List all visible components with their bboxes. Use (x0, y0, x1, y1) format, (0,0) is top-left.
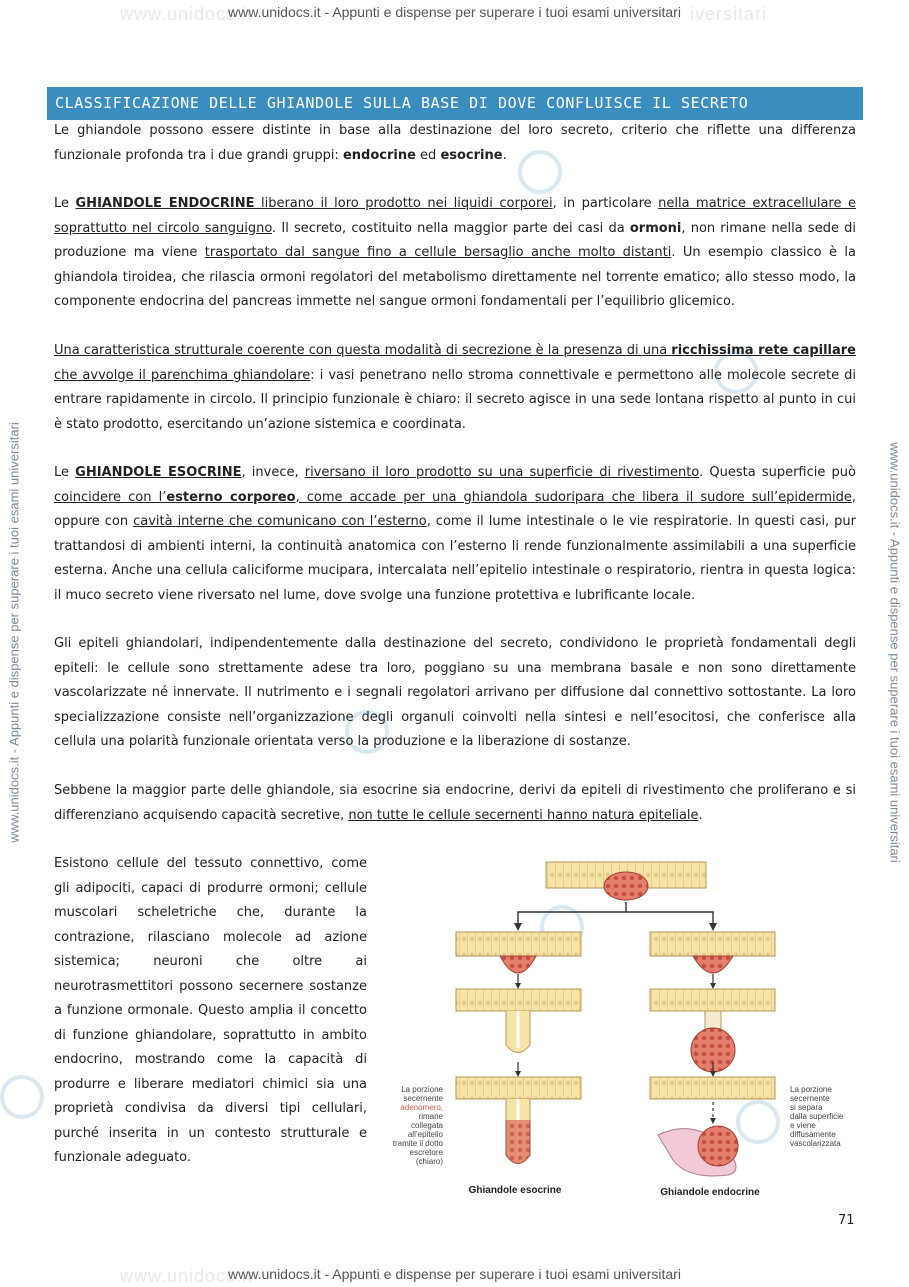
left-note (393, 1085, 444, 1166)
svg-text:adenomero,: adenomero, (400, 1103, 443, 1112)
exocrine-stage-2 (456, 989, 581, 1053)
svg-text:e viene: e viene (790, 1121, 816, 1130)
svg-text:secernente: secernente (403, 1094, 443, 1103)
page-number: 71 (838, 1213, 855, 1228)
svg-text:La porzione: La porzione (790, 1085, 832, 1094)
svg-text:La porzione: La porzione (401, 1085, 443, 1094)
exocrine-stage-3 (456, 1077, 581, 1164)
ghost-watermark-bottom: www.unidocs.it (120, 1266, 254, 1286)
svg-text:secernente: secernente (790, 1094, 830, 1103)
svg-text:dalla superficie: dalla superficie (790, 1112, 844, 1121)
ghost-watermark-top: www.unidocs.it (120, 4, 254, 24)
svg-text:tramite il dotto: tramite il dotto (392, 1139, 443, 1148)
section-heading: CLASSIFICAZIONE DELLE GHIANDOLE SULLA BASE DI DOVE CONFLUISCE IL SECRETO (47, 87, 863, 120)
exocrine-caption: Ghiandole esocrine (468, 1185, 562, 1196)
right-note (790, 1085, 844, 1148)
svg-text:(chiaro): (chiaro) (415, 1157, 443, 1166)
origin-paragraph: Sebbene la maggior parte delle ghiandole, sia esocrine sia endocrine, derivi da epiteli di rivestimento che proliferano e si differenziano acquisendo capacità secretive, non tutte le cellule secernenti hanno natura epiteliale. (54, 783, 856, 823)
svg-text:escretore: escretore (409, 1148, 443, 1157)
svg-text:vascolarizzata: vascolarizzata (790, 1139, 841, 1148)
svg-text:all’epitelio: all’epitelio (407, 1130, 443, 1139)
svg-text:si separa: si separa (790, 1103, 823, 1112)
other-cells-paragraph: Esistono cellule del tessuto connettivo, come gli adipociti, capaci di produrre ormoni; cellule muscolari scheletriche che, durante la contrazione, rilasciano molecole ad azione sistemica; neuroni che oltre ai neurotrasmettitori possono secernere sostanze a funzione ormonale. Questo amplia il concetto di funzione ghiandolare, soprattutto in ambito endocrino, mostrando come la capacità di produrre e liberare mediatori chimici sia una proprietà condivisa da diversi tipi cellulari, purché inserita in un contesto strutturale e funzionale adeguato. (54, 856, 367, 1165)
gland-diagram (388, 850, 866, 1205)
exocrine-paragraph: Le GHIANDOLE ESOCRINE, invece, riversano il loro prodotto su una superficie di rivestimento. Questa superficie può coincidere con l’esterno corporeo, come accade per una ghiandola sudoripara che libera il sudore sull’epidermide, oppure con cavità interne che comunicano con l’esterno, come il lume intestinale o le vie respiratorie. In questi casi, pur trattandosi di ambienti interni, la continuità anatomica con l’esterno li rende funzionalmente assimilabili a una superficie esterna. Anche una cellula caliciforme mucipara, intercalata nell’epitelio intestinale o respiratorio, rientra in questa logica: il muco secreto viene riversato nel lume, dove svolge una funzione protettiva e lubrificante locale. (54, 465, 857, 603)
endocrine-stage-2 (650, 989, 775, 1072)
exocrine-stage-1 (456, 932, 581, 973)
intro-paragraph: Le ghiandole possono essere distinte in base alla destinazione del loro secreto, criterio che riflette una differenza funzionale profonda tra i due grandi gruppi: endocrine ed esocrine. (54, 123, 856, 163)
endocrine-caption: Ghiandole endocrine (660, 1187, 760, 1198)
watermark-logo-icon (0, 1075, 44, 1119)
capillary-paragraph: Una caratteristica strutturale coerente con questa modalità di secrezione è la presenza di una ricchissima rete capillare che avvolge il parenchima ghiandolare: i vasi penetrano nello stroma connettivale e permettono alle molecole secrete di entrare rapidamente in circolo. Il principio funzionale è chiaro: il secreto agisce in una sede lontana rispetto al punto in cui è stato prodotto, esercitando un’azione sistemica e coordinata. (54, 343, 857, 432)
svg-text:collegata: collegata (410, 1121, 443, 1130)
ghost-watermark-top-right: iversitari (690, 4, 768, 24)
gland-development-figure (388, 850, 866, 1205)
svg-text:rimane: rimane (418, 1112, 443, 1121)
watermark-bottom[interactable]: www.unidocs.it - Appunti e dispense per superare i tuoi esami universitari (228, 1266, 681, 1282)
epithelia-paragraph: Gli epiteli ghiandolari, indipendentemente dalla destinazione del secreto, condividono le proprietà fondamentali degli epiteli: le cellule sono strettamente adese tra loro, poggiano su una membrana basale e non sono direttamente vascolarizzate né innervate. Il nutrimento e i segnali regolatori arrivano per diffusione dal connettivo sottostante. La loro specializzazione consiste nell’organizzazione degli organuli coinvolti nella sintesi e nell’esocitosi, che conferisce alla cellula una polarità funzionale orientata verso la produzione e la liberazione di sostanze. (54, 636, 856, 749)
endocrine-stage-1 (650, 932, 775, 973)
endocrine-paragraph: Le GHIANDOLE ENDOCRINE liberano il loro prodotto nei liquidi corporei, in particolare nella matrice extracellulare e soprattutto nel circolo sanguigno. Il secreto, costituito nella maggior parte dei casi da ormoni, non rimane nella sede di produzione ma viene trasportato dal sangue fino a cellule bersaglio anche molto distanti. Un esempio classico è la ghiandola tiroidea, che rilascia ormoni regolatori del metabolismo direttamente nel torrente ematico; allo stesso modo, la componente endocrina del pancreas immette nel sangue ormoni fondamentali per l’equilibrio glicemico. (54, 196, 857, 309)
watermark-top[interactable]: www.unidocs.it - Appunti e dispense per superare i tuoi esami universitari (228, 4, 681, 20)
svg-text:diffusamente: diffusamente (790, 1130, 836, 1139)
watermark-right: www.unidocs.it - Appunti e dispense per superare i tuoi esami universitari (887, 442, 903, 863)
watermark-left: www.unidocs.it - Appunti e dispense per superare i tuoi esami universitari (6, 422, 22, 843)
endocrine-stage-3 (650, 1077, 775, 1176)
top-epithelium (546, 862, 706, 900)
